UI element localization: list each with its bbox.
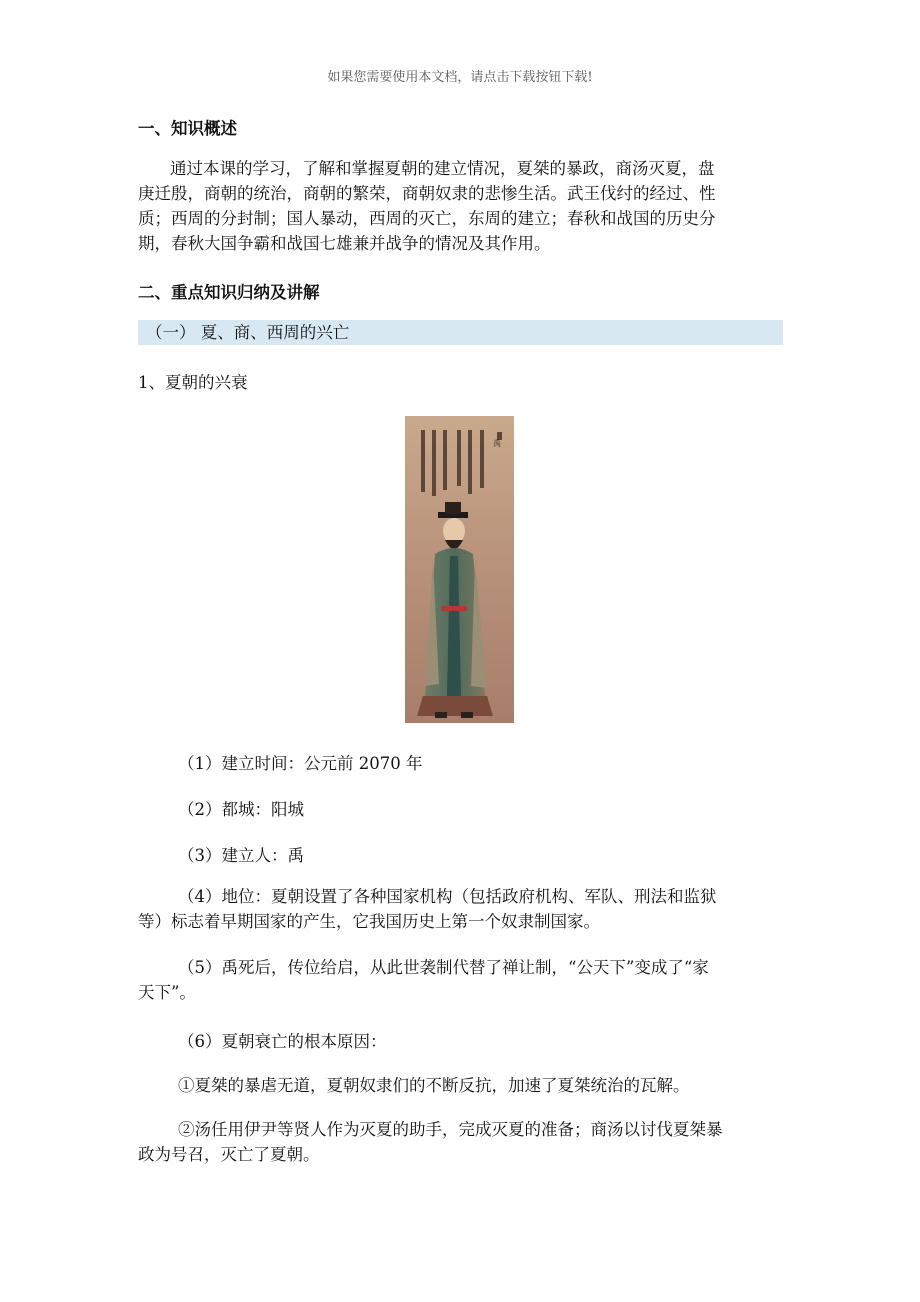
item-decline-cause: （6）夏朝衰亡的根本原因： bbox=[178, 1032, 387, 1051]
reason-2-line-1: ②汤任用伊尹等贤人作为灭夏的助手，完成灭夏的准备；商汤以讨伐夏桀暴 bbox=[178, 1120, 723, 1139]
topic-heading: 1、夏朝的兴衰 bbox=[138, 373, 248, 392]
section-title-key-points: 二、重点知识归纳及讲解 bbox=[138, 283, 320, 302]
overview-line-2: 庚迁殷，商朝的统治，商朝的繁荣，商朝奴隶的悲惨生活。武王伐纣的经过、性 bbox=[138, 184, 716, 203]
item-status-line-1: （4）地位：夏朝设置了各种国家机构（包括政府机构、军队、刑法和监狱 bbox=[178, 887, 717, 906]
item-capital: （2）都城：阳城 bbox=[178, 800, 304, 819]
reason-2 bbox=[138, 1117, 784, 1167]
overview-paragraph bbox=[138, 156, 784, 256]
overview-line-4: 期，春秋大国争霸和战国七雄兼并战争的情况及其作用。 bbox=[138, 234, 551, 253]
item-succession bbox=[138, 955, 784, 1005]
item-status bbox=[138, 884, 784, 934]
item-founding-time: （1）建立时间：公元前 2070 年 bbox=[178, 754, 423, 773]
subsection-heading-band bbox=[138, 320, 783, 345]
item-succession-line-2: 天下”。 bbox=[138, 983, 196, 1002]
item-succession-line-1: （5）禹死后，传位给启，从此世袭制代替了禅让制，“公天下”变成了“家 bbox=[178, 958, 709, 977]
yu-portrait-image bbox=[405, 416, 514, 723]
item-founder: （3）建立人：禹 bbox=[178, 846, 304, 865]
item-status-line-2: 等）标志着早期国家的产生，它我国历史上第一个奴隶制国家。 bbox=[138, 912, 600, 931]
subsection-heading: （一） 夏、商、西周的兴亡 bbox=[146, 323, 350, 342]
overview-line-1: 通过本课的学习，了解和掌握夏朝的建立情况，夏桀的暴政，商汤灭夏，盘 bbox=[170, 159, 715, 178]
overview-line-3: 质；西周的分封制；国人暴动，西周的灭亡，东周的建立；春秋和战国的历史分 bbox=[138, 209, 716, 228]
download-notice: 如果您需要使用本文档，请点击下载按钮下载! bbox=[327, 70, 593, 85]
section-title-overview: 一、知识概述 bbox=[138, 119, 237, 138]
reason-1: ①夏桀的暴虐无道，夏朝奴隶们的不断反抗，加速了夏桀统治的瓦解。 bbox=[178, 1076, 690, 1095]
portrait-caption: 禹 bbox=[493, 439, 501, 448]
reason-2-line-2: 政为号召，灭亡了夏朝。 bbox=[138, 1145, 320, 1164]
